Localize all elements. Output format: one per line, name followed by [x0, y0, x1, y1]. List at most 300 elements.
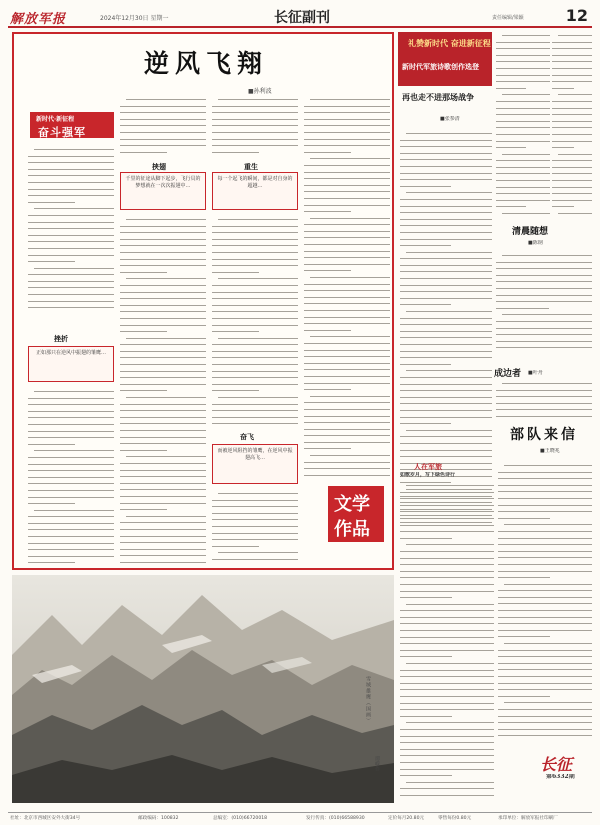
text-line: [212, 262, 298, 269]
text-line: [218, 549, 298, 556]
text-line: [120, 401, 206, 408]
text-line: [212, 109, 298, 116]
text-line: [212, 414, 298, 421]
text-line: [498, 574, 550, 581]
text-line: [400, 614, 494, 621]
footer-postcode: 邮政编码：100832: [138, 816, 179, 821]
text-line: [28, 500, 75, 507]
text-line: [120, 473, 206, 480]
text-line: [406, 249, 492, 256]
text-line: [552, 131, 592, 138]
text-line: [120, 519, 206, 526]
text-line: [120, 103, 206, 110]
text-line: [28, 153, 114, 160]
text-line: [120, 374, 206, 381]
text-line: [400, 374, 492, 381]
text-line: [496, 124, 550, 131]
text-line: [304, 432, 390, 439]
text-line: [120, 500, 206, 507]
text-line: [400, 627, 494, 634]
pull-quote-3: 每一个起飞的瞬间，都是对自身的超越…: [212, 172, 298, 210]
landscape-painting: [12, 575, 394, 803]
text-line: [496, 259, 592, 266]
text-line: [304, 459, 390, 466]
letters-author: ■王晓兆: [540, 448, 560, 454]
text-line: [310, 215, 390, 222]
text-line: [496, 305, 549, 312]
text-line: [34, 507, 114, 514]
text-line: [120, 506, 167, 513]
text-column-2a: [120, 96, 206, 156]
text-line: [120, 341, 206, 348]
essay-title: 清晨随想: [512, 227, 549, 237]
text-line: [120, 322, 206, 329]
text-line: [406, 719, 494, 726]
text-line: [400, 268, 492, 275]
text-line: [496, 65, 550, 72]
text-line: [498, 627, 592, 634]
text-line: [212, 282, 298, 289]
text-line: [304, 380, 390, 387]
letters-body-left: [400, 482, 494, 802]
text-line: [498, 568, 592, 575]
text-line: [504, 521, 592, 528]
footer-phone-1: 总编室：(010)66720018: [213, 816, 268, 821]
text-line: [552, 157, 592, 164]
poem-column-right-b: [552, 32, 592, 222]
text-line: [120, 262, 206, 269]
text-line: [496, 72, 550, 79]
text-line: [120, 533, 206, 540]
text-line: [120, 552, 206, 559]
text-line: [496, 344, 592, 351]
text-line: [304, 347, 390, 354]
text-line: [400, 216, 492, 223]
text-line: [212, 381, 298, 388]
text-line: [28, 258, 75, 265]
text-line: [126, 335, 206, 342]
text-line: [400, 568, 494, 575]
text-line: [120, 486, 206, 493]
column-badge: [30, 112, 114, 138]
text-line: [496, 39, 550, 46]
text-line: [120, 223, 206, 230]
text-line: [502, 252, 592, 259]
text-line: [400, 183, 451, 190]
text-line: [558, 91, 592, 98]
text-line: [304, 261, 390, 268]
text-line: [400, 176, 492, 183]
text-line: [400, 348, 492, 355]
text-line: [400, 341, 492, 348]
text-line: [28, 298, 114, 305]
text-line: [498, 495, 592, 502]
text-line: [400, 170, 492, 177]
footer-info-bar: [8, 812, 592, 822]
text-line: [212, 129, 298, 136]
section-title: 长征副刊: [274, 10, 330, 26]
text-line: [126, 453, 206, 460]
text-line: [120, 460, 206, 467]
text-line: [400, 607, 494, 614]
text-line: [400, 515, 494, 522]
text-line: [212, 289, 298, 296]
text-line: [400, 502, 494, 509]
text-column-3c: [212, 490, 298, 568]
text-line: [120, 149, 167, 156]
essay-body: [496, 252, 592, 352]
text-line: [400, 394, 492, 401]
text-line: [400, 156, 492, 163]
text-line: [502, 311, 592, 318]
text-line: [400, 242, 451, 249]
text-line: [400, 489, 494, 496]
footer-printer: 承印单位：解放军报社印刷厂: [498, 816, 558, 821]
text-line: [400, 548, 494, 555]
text-line: [34, 265, 114, 272]
editor-credit: 责任编辑/梁颖: [492, 15, 524, 21]
subhead-fly: 奋飞: [240, 432, 254, 441]
text-line: [498, 488, 592, 495]
text-line: [120, 348, 206, 355]
text-line: [400, 766, 494, 773]
text-line: [304, 136, 390, 143]
text-line: [552, 72, 592, 79]
text-line: [304, 445, 351, 452]
text-line: [400, 196, 492, 203]
text-column-1a: [28, 146, 114, 314]
issue-number: 第6332期: [546, 774, 575, 780]
essay-author: ■陈钢: [528, 240, 543, 246]
text-line: [304, 399, 390, 406]
pull-quote-2: 千里的征途从脚下起步，飞行员的梦想就在一次次振翅中…: [120, 172, 206, 210]
text-line: [218, 335, 298, 342]
text-line: [304, 116, 390, 123]
text-line: [310, 452, 390, 459]
text-line: [212, 236, 298, 243]
text-line: [304, 340, 390, 347]
text-line: [400, 653, 452, 660]
text-line: [498, 680, 592, 687]
badge-label-main: 奋斗强军: [38, 126, 86, 139]
text-line: [552, 138, 592, 145]
text-line: [498, 587, 592, 594]
text-line: [304, 208, 351, 215]
text-line: [400, 785, 494, 792]
text-line: [212, 242, 298, 249]
text-line: [400, 334, 492, 341]
text-line: [400, 301, 451, 308]
text-line: [496, 387, 592, 394]
footer-price: 定价每月20.80元: [388, 816, 425, 821]
text-line: [400, 282, 492, 289]
text-line: [212, 361, 298, 368]
text-line: [496, 164, 550, 171]
text-line: [496, 325, 592, 332]
text-line: [496, 58, 550, 65]
text-line: [552, 65, 592, 72]
text-line: [28, 199, 75, 206]
text-line: [400, 288, 492, 295]
text-line: [400, 508, 494, 515]
text-line: [400, 255, 492, 262]
text-line: [304, 294, 390, 301]
text-line: [502, 210, 550, 217]
text-line: [212, 354, 298, 361]
text-line: [496, 265, 592, 272]
text-line: [400, 143, 492, 150]
text-line: [400, 759, 494, 766]
text-line: [496, 285, 592, 292]
text-line: [120, 427, 206, 434]
text-line: [400, 686, 494, 693]
text-line: [406, 601, 494, 608]
text-line: [496, 197, 550, 204]
text-line: [558, 151, 592, 158]
text-line: [304, 182, 390, 189]
text-line: [400, 647, 494, 654]
text-line: [120, 440, 206, 447]
text-line: [552, 45, 592, 52]
text-line: [400, 772, 452, 779]
text-line: [496, 98, 550, 105]
text-line: [400, 581, 494, 588]
stamp-text-1: 文学: [334, 494, 370, 515]
text-line: [120, 249, 206, 256]
text-line: [498, 508, 592, 515]
text-line: [496, 190, 550, 197]
pull-quote-4: 而被逆风阻挡的雏鹰，在逆风中振翅高飞…: [212, 444, 298, 484]
text-line: [304, 287, 390, 294]
painting-artist: 谭嵘作: [374, 756, 380, 771]
text-line: [212, 308, 298, 315]
text-line: [120, 467, 206, 474]
text-line: [496, 45, 550, 52]
text-line: [120, 559, 206, 566]
text-line: [304, 195, 390, 202]
text-line: [552, 105, 592, 112]
literary-works-stamp: [328, 486, 384, 542]
text-line: [212, 387, 259, 394]
text-line: [400, 522, 494, 529]
text-line: [304, 241, 390, 248]
text-line: [400, 407, 492, 414]
page-number: 12: [565, 6, 588, 25]
text-line: [28, 480, 114, 487]
text-line: [496, 400, 592, 407]
footer-phone-2: 发行传真：(010)66588930: [306, 816, 365, 821]
text-line: [400, 361, 451, 368]
text-line: [552, 203, 574, 210]
text-line: [498, 620, 592, 627]
text-line: [120, 308, 206, 315]
text-line: [126, 513, 206, 520]
text-line: [304, 162, 390, 169]
text-line: [34, 447, 114, 454]
text-line: [400, 203, 492, 210]
text-line: [304, 202, 390, 209]
text-line: [406, 367, 492, 374]
text-line: [28, 467, 114, 474]
text-line: [212, 341, 298, 348]
text-line: [28, 546, 114, 553]
text-line: [120, 122, 206, 129]
text-line: [504, 581, 592, 588]
text-line: [212, 530, 298, 537]
text-line: [400, 440, 492, 447]
text-line: [400, 387, 492, 394]
text-line: [212, 136, 298, 143]
text-line: [400, 535, 452, 542]
text-line: [498, 719, 592, 726]
text-line: [304, 122, 390, 129]
text-line: [304, 386, 351, 393]
text-line: [304, 267, 351, 274]
text-column-3a: [212, 96, 298, 156]
text-line: [120, 414, 206, 421]
text-line: [498, 528, 592, 535]
text-line: [400, 706, 494, 713]
subhead-rebirth: 重生: [244, 162, 258, 171]
text-line: [28, 494, 114, 501]
text-line: [498, 475, 592, 482]
text-line: [212, 497, 298, 504]
text-line: [304, 406, 390, 413]
text-line: [498, 502, 592, 509]
text-line: [120, 242, 206, 249]
text-line: [28, 245, 114, 252]
text-line: [552, 39, 592, 46]
text-line: [120, 480, 206, 487]
text-line: [218, 216, 298, 223]
text-line: [120, 539, 206, 546]
text-line: [28, 421, 114, 428]
text-line: [400, 561, 494, 568]
text-line: [120, 136, 206, 143]
text-line: [120, 447, 167, 454]
text-line: [304, 413, 390, 420]
text-line: [400, 400, 492, 407]
text-line: [552, 85, 574, 92]
text-line: [406, 308, 492, 315]
text-line: [304, 366, 390, 373]
text-line: [498, 706, 592, 713]
text-line: [304, 472, 390, 479]
text-line: [498, 548, 592, 555]
text-line: [400, 321, 492, 328]
text-line: [498, 673, 592, 680]
text-line: [498, 594, 592, 601]
text-line: [310, 333, 390, 340]
text-line: [28, 186, 114, 193]
text-line: [400, 495, 494, 502]
text-line: [126, 96, 206, 103]
text-line: [120, 328, 167, 335]
text-line: [212, 374, 298, 381]
text-line: [496, 184, 550, 191]
text-line: [212, 328, 259, 335]
text-line: [212, 556, 298, 563]
footer-address: 社址：北京市西城区安外大街34号: [10, 816, 81, 821]
text-line: [304, 281, 390, 288]
text-line: [212, 142, 298, 149]
text-line: [126, 216, 206, 223]
text-line: [496, 85, 526, 92]
text-line: [496, 170, 550, 177]
text-line: [218, 490, 298, 497]
text-line: [304, 426, 390, 433]
poem-title-2: 成边者: [494, 369, 522, 379]
text-line: [120, 546, 206, 553]
text-line: [496, 298, 592, 305]
text-line: [304, 228, 390, 235]
text-line: [126, 394, 206, 401]
text-line: [400, 667, 494, 674]
text-line: [120, 407, 206, 414]
text-line: [126, 275, 206, 282]
text-line: [496, 406, 592, 413]
text-line: [304, 439, 390, 446]
text-line: [304, 129, 390, 136]
text-line: [400, 680, 494, 687]
text-line: [496, 78, 550, 85]
text-line: [400, 209, 492, 216]
text-line: [400, 222, 492, 229]
text-line: [400, 315, 492, 322]
text-line: [496, 272, 592, 279]
text-line: [552, 177, 592, 184]
text-line: [504, 640, 592, 647]
text-line: [28, 179, 114, 186]
text-line: [28, 454, 114, 461]
text-line: [400, 739, 494, 746]
text-line: [496, 131, 550, 138]
text-line: [400, 328, 492, 335]
text-line: [552, 98, 592, 105]
text-line: [498, 482, 592, 489]
text-line: [400, 746, 494, 753]
text-line: [304, 149, 351, 156]
text-line: [496, 144, 526, 151]
text-line: [28, 252, 114, 259]
text-line: [498, 607, 592, 614]
text-line: [120, 109, 206, 116]
text-line: [212, 229, 298, 236]
text-line: [552, 124, 592, 131]
poem-author-1: ■张参清: [440, 116, 460, 122]
text-line: [212, 407, 298, 414]
text-line: [406, 189, 492, 196]
text-line: [406, 779, 494, 786]
text-line: [304, 221, 390, 228]
text-line: [304, 465, 390, 472]
text-line: [212, 315, 298, 322]
text-line: [552, 190, 592, 197]
text-line: [552, 111, 592, 118]
text-line: [120, 387, 167, 394]
text-line: [28, 414, 114, 421]
column-title: 人在军旅: [414, 462, 442, 471]
stamp-text-2: 作品: [334, 519, 370, 540]
text-line: [558, 210, 592, 217]
text-line: [120, 526, 206, 533]
text-line: [496, 413, 592, 420]
text-line: [400, 634, 494, 641]
text-line: [120, 142, 206, 149]
text-line: [120, 129, 206, 136]
text-line: [400, 594, 452, 601]
text-line: [212, 536, 298, 543]
